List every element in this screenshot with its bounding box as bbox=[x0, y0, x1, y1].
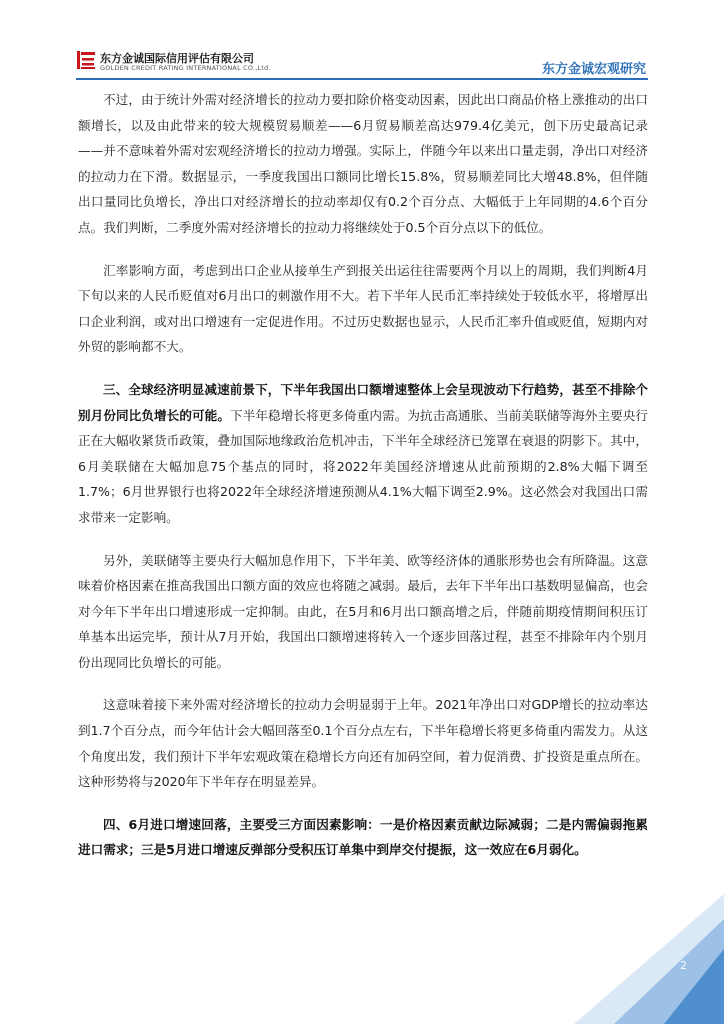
page-header bbox=[0, 0, 724, 80]
paragraph-text: 另外，美联储等主要央行大幅加息作用下，下半年美、欧等经济体的通胀形势也会有所降温。这意味着价格因素在推高我国出口额方面的效应也将随之减弱。最后，去年下半年出口基数明显偏高，也会对今年下半年出口增速形成一定抑制。由此，在5月和6月出口额高增之后，伴随前期疫情期间积压订单基本出运完毕，预计从7月开始，我国出口额增速将转入一个逐步回落过程，甚至不排除年内个别月份出现同比负增长的可能。 bbox=[78, 552, 648, 670]
header-divider bbox=[76, 78, 648, 80]
document-body bbox=[78, 87, 648, 880]
report-title: 东方金诚宏观研究 bbox=[541, 62, 646, 77]
company-name-cn: 东方金诚国际信用评估有限公司 bbox=[100, 52, 254, 65]
paragraph-6 bbox=[78, 812, 648, 863]
company-name-en: GOLDEN CREDIT RATING INTERNATIONAL CO.,Ltd. bbox=[100, 64, 271, 72]
company-logo-icon bbox=[76, 50, 96, 70]
page-corner-decoration bbox=[554, 894, 724, 1024]
paragraph-3 bbox=[78, 377, 648, 531]
section-heading-3: 三、全球经济明显减速前景下，下半年我国出口额增速整体上会呈现波动下行趋势，甚至不排除个别月份同比负增长的可能。 bbox=[78, 381, 648, 423]
paragraph-4 bbox=[78, 548, 648, 676]
paragraph-5 bbox=[78, 692, 648, 794]
paragraph-text: 下半年稳增长将更多倚重内需。为抗击高通胀、当前美联储等海外主要央行正在大幅收紧货币政策，叠加国际地缘政治危机冲击，下半年全球经济已笼罩在衰退的阴影下。其中，6月美联储在大幅加息75个基点的同时，将2022年美国经济增速从此前预期的2.8%大幅下调至1.7%；6月世界银行也将2022年全球经济增速预测从4.1%大幅下调至2.9%。这必然会对我国出口需求带来一定影响。 bbox=[78, 407, 649, 525]
section-heading-4: 四、6月进口增速回落，主要受三方面因素影响：一是价格因素贡献边际减弱；二是内需偏弱拖累进口需求；三是5月进口增速反弹部分受积压订单集中到岸交付提振，这一效应在6月弱化。 bbox=[78, 816, 648, 858]
paragraph-text: 不过，由于统计外需对经济增长的拉动力要扣除价格变动因素，因此出口商品价格上涨推动的出口额增长，以及由此带来的较大规模贸易顺差——6月贸易顺差高达979.4亿美元，创下历史最高记录——并不意味着外需对宏观经济增长的拉动力增强。实际上，伴随今年以来出口量走弱，净出口对经济的拉动力在下滑。数据显示，一季度我国出口额同比增长15.8%，贸易顺差同比大增48.8%，但伴随出口量同比负增长，净出口对经济增长的拉动率却仅有0.2个百分点、大幅低于上年同期的4.6个百分点。我们判断，二季度外需对经济增长的拉动力将继续处于0.5个百分点以下的低位。 bbox=[78, 92, 648, 235]
page-number: 2 bbox=[680, 959, 687, 972]
paragraph-text: 这意味着接下来外需对经济增长的拉动力会明显弱于上年。2021年净出口对GDP增长的拉动率达到1.7个百分点，而今年估计会大幅回落至0.1个百分点左右，下半年稳增长将更多倚重内需发力。从这个角度出发，我们预计下半年宏观政策在稳增长方向还有加码空间，着力促消费、扩投资是重点所在。这种形势将与2020年下半年存在明显差异。 bbox=[78, 697, 648, 790]
paragraph-2 bbox=[78, 258, 648, 360]
paragraph-text: 汇率影响方面，考虑到出口企业从接单生产到报关出运往往需要两个月以上的周期，我们判断4月下旬以来的人民币贬值对6月出口的刺激作用不大。若下半年人民币汇率持续处于较低水平，将增厚出口企业利润，或对出口增速有一定促进作用。不过历史数据也显示，人民币汇率升值或贬值，短期内对外贸的影响都不大。 bbox=[78, 262, 648, 355]
paragraph-1 bbox=[78, 87, 648, 241]
